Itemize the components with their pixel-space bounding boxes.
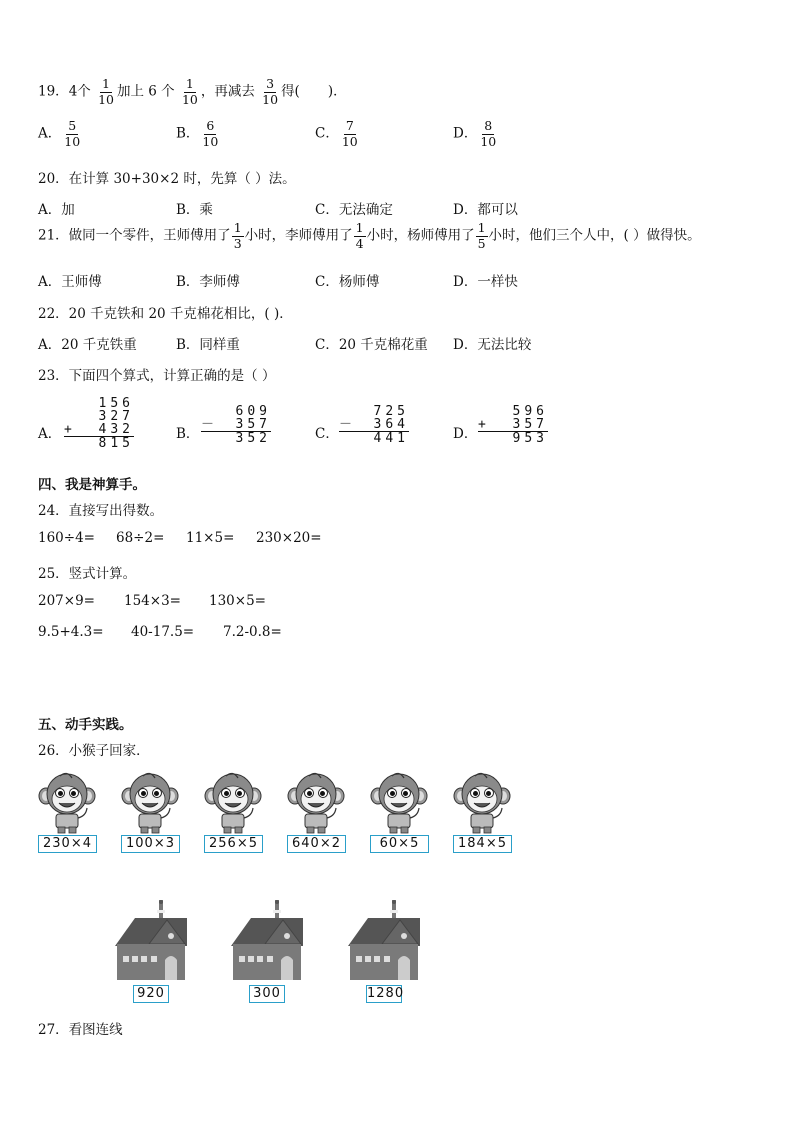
monkey-icon (38, 772, 96, 834)
q21-option-b[interactable]: B．李师傅 (176, 274, 240, 290)
vertical-row: 357 (235, 417, 271, 432)
q21-fraction-2: $\frac{1}{4}$ (355, 220, 364, 251)
q25-item-6[interactable]: 7.2-0.8= (223, 624, 282, 640)
q21-option-c[interactable]: C．杨师傅 (315, 274, 380, 290)
monkey-icon (121, 772, 179, 834)
q19-option-b[interactable]: B． $\frac{6}{10}$ (176, 118, 219, 149)
q22-option-c[interactable]: C．20 千克棉花重 (315, 337, 428, 353)
q19-option-c[interactable]: C． $\frac{7}{10}$ (315, 118, 358, 149)
q21-text-3: 小时，杨师傅用了 (366, 227, 475, 244)
q23-vertical-b (201, 405, 271, 445)
vertical-row: 432 (98, 422, 134, 437)
vertical-row: 357 (512, 417, 548, 432)
vertical-row: 364 (373, 417, 409, 432)
q23-vertical-c (339, 405, 409, 445)
q23-vertical-a (64, 397, 134, 450)
monkey-icon (204, 772, 262, 834)
q19-number: 19． (38, 83, 69, 100)
monkey-expression-card[interactable]: 640×2 (287, 835, 346, 853)
vertical-row: 327 (98, 409, 134, 424)
monkey-icon (370, 772, 428, 834)
vertical-result: 441 (373, 431, 409, 446)
q21-text-2: 小时，李师傅用了 (244, 227, 353, 244)
vertical-result: 352 (235, 431, 271, 446)
q19-text-1: 4个 (68, 83, 91, 100)
q24-item-1[interactable]: 160÷4= (38, 530, 95, 546)
q25-item-2[interactable]: 154×3= (124, 593, 181, 609)
house-number-card[interactable]: 300 (249, 985, 285, 1003)
q24-item-4[interactable]: 230×20= (256, 530, 322, 546)
q25-item-1[interactable]: 207×9= (38, 593, 95, 609)
vertical-result: 815 (98, 436, 134, 451)
q23-vertical-d (478, 405, 548, 445)
monkey-expression-card[interactable]: 60×5 (370, 835, 429, 853)
plus-sign: + (64, 422, 76, 437)
plus-sign: + (478, 417, 490, 432)
vertical-row: 725 (373, 404, 409, 419)
q22-option-a[interactable]: A．20 千克铁重 (38, 337, 137, 353)
minus-sign: － (339, 417, 357, 432)
q25-item-5[interactable]: 40-17.5= (131, 624, 195, 640)
q19-text-4: 得( (281, 83, 300, 100)
house-number-card[interactable]: 1280 (367, 986, 405, 1001)
monkey-expression-card[interactable]: 256×5 (204, 835, 263, 853)
q24-stem: 24．直接写出得数。 (38, 503, 164, 519)
q20-option-a[interactable]: A．加 (38, 202, 75, 218)
monkey-expression-card[interactable]: 100×3 (121, 835, 180, 853)
house-icon (113, 898, 189, 998)
q22-option-b[interactable]: B．同样重 (176, 337, 240, 353)
vertical-row: 596 (512, 404, 548, 419)
q22-option-d[interactable]: D．无法比较 (453, 337, 532, 353)
q27-stem: 27．看图连线 (38, 1022, 123, 1038)
q23-option-b-label[interactable]: B． (176, 426, 200, 442)
vertical-result: 953 (512, 431, 548, 446)
q19-option-a[interactable]: A． $\frac{5}{10}$ (38, 118, 81, 149)
monkey-expression-card[interactable]: 184×5 (453, 835, 512, 853)
q21-fraction-1: $\frac{1}{3}$ (233, 220, 242, 251)
q22-stem: 22．20 千克铁和 20 千克棉花相比，( )． (38, 306, 293, 322)
q19-option-d[interactable]: D． $\frac{8}{10}$ (453, 118, 497, 149)
q19-fraction-3: $\frac{3}{10}$ (262, 76, 279, 107)
q26-stem: 26．小猴子回家． (38, 743, 150, 759)
q25-item-3[interactable]: 130×5= (209, 593, 266, 609)
q23-stem: 23．下面四个算式，计算正确的是（ ） (38, 368, 276, 384)
q23-option-d-label[interactable]: D． (453, 426, 478, 442)
q19-fraction-2: $\frac{1}{10}$ (181, 76, 198, 107)
q24-item-3[interactable]: 11×5= (186, 530, 235, 546)
q19-stem (38, 78, 347, 106)
q24-item-2[interactable]: 68÷2= (116, 530, 165, 546)
q25-stem: 25．竖式计算。 (38, 566, 137, 582)
q19-text-5: )． (327, 83, 347, 100)
q21-stem (38, 222, 701, 250)
q20-stem: 20．在计算 30+30×2 时，先算（ ）法。 (38, 171, 296, 187)
q19-text-3: ，再减去 (200, 83, 255, 100)
section-5-heading: 五、动手实践。 (38, 717, 133, 733)
house-icon (229, 898, 305, 998)
q21-option-a[interactable]: A．王师傅 (38, 274, 102, 290)
q21-text-4: 小时，他们三个人中，( ）做得快。 (488, 227, 701, 244)
q23-option-c-label[interactable]: C． (315, 426, 339, 442)
q21-text-1: 21．做同一个零件，王师傅用了 (38, 227, 231, 244)
monkey-icon (453, 772, 511, 834)
q20-option-c[interactable]: C．无法确定 (315, 202, 393, 218)
q19-text-2: 加上 6 个 (116, 83, 175, 100)
q21-option-d[interactable]: D．一样快 (453, 274, 518, 290)
vertical-row: 609 (235, 404, 271, 419)
monkey-icon (287, 772, 345, 834)
q23-option-a-label[interactable]: A． (38, 426, 62, 442)
monkey-expression-card[interactable]: 230×4 (38, 835, 97, 853)
q20-option-b[interactable]: B．乘 (176, 202, 213, 218)
section-4-heading: 四、我是神算手。 (38, 477, 146, 493)
q19-fraction-1: $\frac{1}{10}$ (98, 76, 114, 107)
q25-item-4[interactable]: 9.5+4.3= (38, 624, 104, 640)
q20-option-d[interactable]: D．都可以 (453, 202, 518, 218)
house-number-card[interactable]: 920 (133, 985, 169, 1003)
vertical-row: 156 (98, 396, 134, 411)
q21-fraction-3: $\frac{1}{5}$ (477, 220, 486, 251)
minus-sign: － (201, 417, 219, 432)
house-icon (346, 898, 422, 998)
